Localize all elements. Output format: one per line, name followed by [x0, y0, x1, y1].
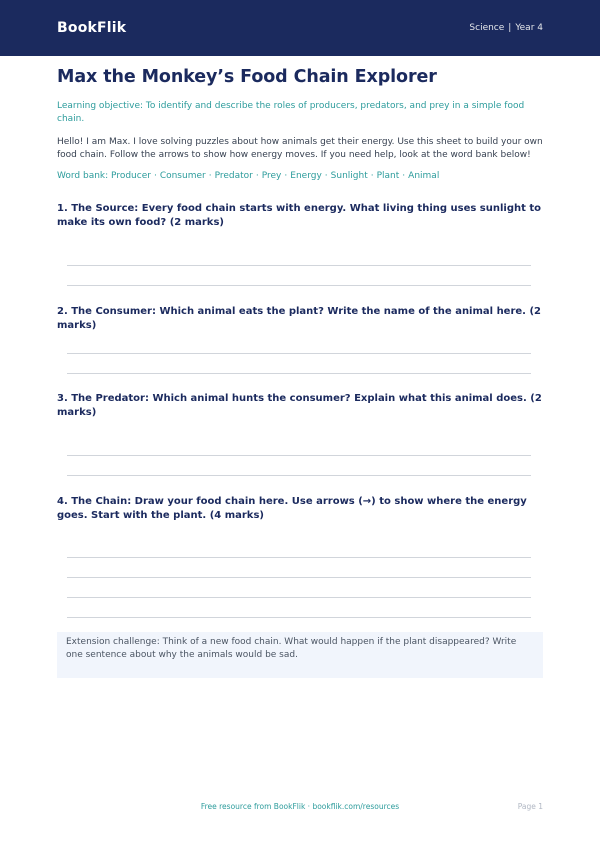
meta-separator: | — [508, 23, 512, 33]
word-bank-separator: · — [255, 171, 259, 181]
extension-challenge-text: Extension challenge: Think of a new food chain. What would happen if the plant disappeared? Write one sentence about why the animals would be sad. — [66, 637, 517, 660]
word-bank-item: Energy — [290, 171, 322, 181]
answer-line[interactable] — [67, 455, 531, 456]
page-title: Max the Monkey’s Food Chain Explorer — [57, 67, 437, 87]
word-bank-separator: · — [324, 171, 328, 181]
extension-challenge-box — [57, 632, 543, 678]
word-bank-item: Prey — [261, 171, 282, 181]
question-2: 2. The Consumer: Which animal eats the plant? Write the name of the animal here. (2 marks) — [57, 306, 541, 331]
word-bank-item: Consumer — [159, 171, 206, 181]
answer-line[interactable] — [67, 475, 531, 476]
page-number: Page 1 — [517, 802, 543, 811]
word-bank-separator: · — [208, 171, 212, 181]
header-bar — [0, 0, 600, 56]
intro-paragraph: Hello! I am Max. I love solving puzzles about how animals get their energy. Use this sheet to build your own food chain. Follow the arrows to show how energy moves. If you need help, look at the word bank below! — [57, 137, 543, 160]
subject-year-label — [469, 23, 543, 33]
word-bank-item: Producer — [111, 171, 151, 181]
word-bank-separator: · — [370, 171, 374, 181]
word-bank-item: Plant — [376, 171, 400, 181]
footer-resource-link[interactable]: Free resource from BookFlik · bookflik.com/resources — [200, 802, 400, 811]
brand-logo[interactable]: BookFlik — [57, 20, 127, 36]
word-bank-item: Animal — [408, 171, 440, 181]
answer-line[interactable] — [67, 577, 531, 578]
question-1: 1. The Source: Every food chain starts with energy. What living thing uses sunlight to make its own food? (2 marks) — [57, 203, 542, 228]
answer-line[interactable] — [67, 353, 531, 354]
word-bank-item: Sunlight — [330, 171, 368, 181]
question-4: 4. The Chain: Draw your food chain here. Use arrows (→) to show where the energy goes. Start with the plant. (4 marks) — [57, 496, 527, 521]
year-label: Year 4 — [515, 23, 543, 33]
question-3: 3. The Predator: Which animal hunts the consumer? Explain what this animal does. (2 marks) — [57, 393, 542, 418]
subject-label: Science — [469, 23, 505, 33]
answer-line[interactable] — [67, 285, 531, 286]
answer-line[interactable] — [67, 557, 531, 558]
word-bank-separator: · — [402, 171, 406, 181]
word-bank-item: Predator — [214, 171, 253, 181]
answer-line[interactable] — [67, 373, 531, 374]
answer-line[interactable] — [67, 617, 531, 618]
worksheet-intro — [57, 64, 543, 183]
learning-objective: Learning objective: To identify and describe the roles of producers, predators, and prey in a simple food chain. — [57, 101, 525, 124]
answer-line[interactable] — [67, 265, 531, 266]
answer-line[interactable] — [67, 597, 531, 598]
word-bank — [57, 170, 543, 183]
word-bank-separator: · — [284, 171, 288, 181]
word-bank-separator: · — [153, 171, 157, 181]
word-bank-label: Word bank: — [57, 171, 109, 181]
